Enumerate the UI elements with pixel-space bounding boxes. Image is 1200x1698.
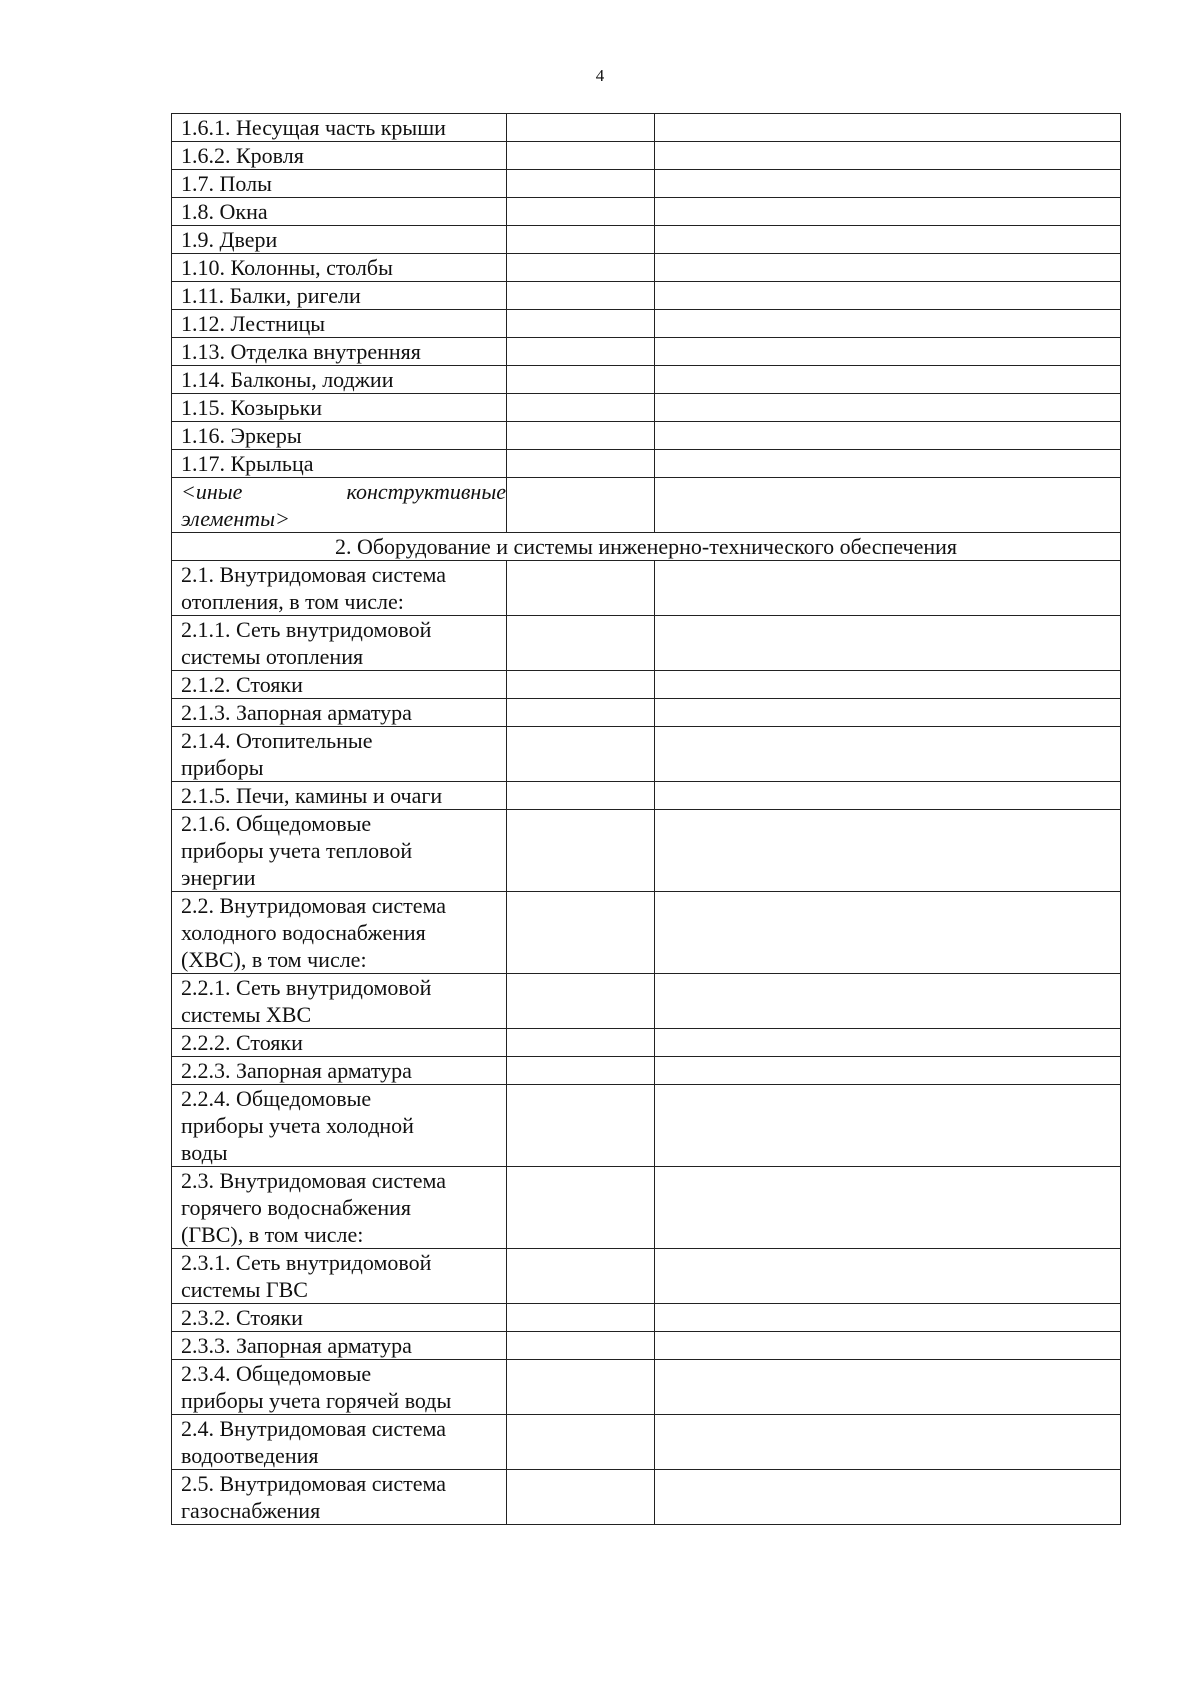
table-row (172, 1167, 1121, 1249)
notes-cell[interactable] (655, 338, 1121, 366)
table-row (172, 561, 1121, 616)
value-cell[interactable] (507, 198, 655, 226)
element-name-cell: 2.3.1. Сеть внутридомовой системы ГВС (172, 1249, 507, 1304)
element-name-cell: 2.3. Внутридомовая система горячего водоснабжения (ГВС), в том числе: (172, 1167, 507, 1249)
notes-cell[interactable] (655, 450, 1121, 478)
element-name-cell: 1.6.2. Кровля (172, 142, 507, 170)
element-name-cell: 1.13. Отделка внутренняя (172, 338, 507, 366)
value-cell[interactable] (507, 699, 655, 727)
page-number: 4 (595, 66, 605, 85)
element-name-cell: 2.1.1. Сеть внутридомовой системы отопления (172, 616, 507, 671)
table-row (172, 1249, 1121, 1304)
other-elements-line2: элементы> (181, 506, 290, 531)
table-row (172, 974, 1121, 1029)
building-elements-table (171, 113, 1121, 1525)
table-row (172, 1085, 1121, 1167)
table-row (172, 1332, 1121, 1360)
value-cell[interactable] (507, 671, 655, 699)
value-cell[interactable] (507, 338, 655, 366)
value-cell[interactable] (507, 892, 655, 974)
element-name-cell: 2.1.5. Печи, камины и очаги (172, 782, 507, 810)
table-row (172, 810, 1121, 892)
table-row (172, 1304, 1121, 1332)
value-cell[interactable] (507, 1085, 655, 1167)
element-name-cell: 2.1.6. Общедомовые приборы учета тепловой энергии (172, 810, 507, 892)
table-row (172, 450, 1121, 478)
notes-cell[interactable] (655, 616, 1121, 671)
notes-cell[interactable] (655, 561, 1121, 616)
value-cell[interactable] (507, 478, 655, 533)
element-name-cell: 2.1. Внутридомовая система отопления, в том числе: (172, 561, 507, 616)
element-name-cell: 2.1.2. Стояки (172, 671, 507, 699)
notes-cell[interactable] (655, 727, 1121, 782)
table-row (172, 394, 1121, 422)
other-elements-cell (172, 478, 507, 533)
element-name-cell: 2.5. Внутридомовая система газоснабжения (172, 1470, 507, 1525)
element-name-cell: 1.14. Балконы, лоджии (172, 366, 507, 394)
element-name-cell: 2.3.4. Общедомовые приборы учета горячей воды (172, 1360, 507, 1415)
table-row (172, 422, 1121, 450)
notes-cell[interactable] (655, 198, 1121, 226)
table-row (172, 1470, 1121, 1525)
table-row (172, 478, 1121, 533)
value-cell[interactable] (507, 254, 655, 282)
table-row (172, 310, 1121, 338)
value-cell[interactable] (507, 561, 655, 616)
element-name-cell: 1.6.1. Несущая часть крыши (172, 114, 507, 142)
notes-cell[interactable] (655, 422, 1121, 450)
element-name-cell: 2.2.2. Стояки (172, 1029, 507, 1057)
table-row (172, 170, 1121, 198)
table-row (172, 198, 1121, 226)
table-row (172, 142, 1121, 170)
notes-cell[interactable] (655, 782, 1121, 810)
table-row (172, 226, 1121, 254)
element-name-cell: 1.12. Лестницы (172, 310, 507, 338)
value-cell[interactable] (507, 1167, 655, 1249)
notes-cell[interactable] (655, 671, 1121, 699)
element-name-cell: 1.15. Козырьки (172, 394, 507, 422)
table-row (172, 699, 1121, 727)
element-name-cell: 1.11. Балки, ригели (172, 282, 507, 310)
value-cell[interactable] (507, 226, 655, 254)
element-name-cell: 1.10. Колонны, столбы (172, 254, 507, 282)
value-cell[interactable] (507, 1249, 655, 1304)
element-name-cell: 1.7. Полы (172, 170, 507, 198)
value-cell[interactable] (507, 810, 655, 892)
table-body (172, 114, 1121, 1525)
notes-cell[interactable] (655, 1057, 1121, 1085)
notes-cell[interactable] (655, 1470, 1121, 1525)
value-cell[interactable] (507, 1360, 655, 1415)
table-row (172, 1057, 1121, 1085)
notes-cell[interactable] (655, 394, 1121, 422)
value-cell[interactable] (507, 1304, 655, 1332)
value-cell[interactable] (507, 1057, 655, 1085)
section-title: 2. Оборудование и системы инженерно-технического обеспечения (172, 533, 1121, 561)
value-cell[interactable] (507, 282, 655, 310)
notes-cell[interactable] (655, 282, 1121, 310)
notes-cell[interactable] (655, 1029, 1121, 1057)
section-header-row (172, 533, 1121, 561)
value-cell[interactable] (507, 366, 655, 394)
table-row (172, 727, 1121, 782)
element-name-cell: 2.2. Внутридомовая система холодного водоснабжения (ХВС), в том числе: (172, 892, 507, 974)
value-cell[interactable] (507, 170, 655, 198)
notes-cell[interactable] (655, 1415, 1121, 1470)
table-row (172, 282, 1121, 310)
notes-cell[interactable] (655, 142, 1121, 170)
notes-cell[interactable] (655, 366, 1121, 394)
notes-cell[interactable] (655, 699, 1121, 727)
element-name-cell: 1.17. Крыльца (172, 450, 507, 478)
notes-cell[interactable] (655, 810, 1121, 892)
element-name-cell: 2.2.4. Общедомовые приборы учета холодной воды (172, 1085, 507, 1167)
notes-cell[interactable] (655, 1249, 1121, 1304)
element-name-cell: 2.2.1. Сеть внутридомовой системы ХВС (172, 974, 507, 1029)
notes-cell[interactable] (655, 254, 1121, 282)
table-row (172, 671, 1121, 699)
element-name-cell: 1.16. Эркеры (172, 422, 507, 450)
notes-cell[interactable] (655, 1304, 1121, 1332)
table-row (172, 114, 1121, 142)
element-name-cell: 2.1.3. Запорная арматура (172, 699, 507, 727)
notes-cell[interactable] (655, 1167, 1121, 1249)
element-name-cell: 2.4. Внутридомовая система водоотведения (172, 1415, 507, 1470)
notes-cell[interactable] (655, 310, 1121, 338)
value-cell[interactable] (507, 310, 655, 338)
notes-cell[interactable] (655, 1360, 1121, 1415)
value-cell[interactable] (507, 1470, 655, 1525)
notes-cell[interactable] (655, 892, 1121, 974)
value-cell[interactable] (507, 422, 655, 450)
other-elements-line1: <иные конструктивные (181, 479, 506, 504)
table-row (172, 1415, 1121, 1470)
element-name-cell: 2.3.3. Запорная арматура (172, 1332, 507, 1360)
notes-cell[interactable] (655, 114, 1121, 142)
value-cell[interactable] (507, 114, 655, 142)
table-row (172, 616, 1121, 671)
table-row (172, 1029, 1121, 1057)
table-row (172, 1360, 1121, 1415)
table-row (172, 254, 1121, 282)
table-row (172, 782, 1121, 810)
value-cell[interactable] (507, 394, 655, 422)
element-name-cell: 2.3.2. Стояки (172, 1304, 507, 1332)
value-cell[interactable] (507, 974, 655, 1029)
element-name-cell: 1.9. Двери (172, 226, 507, 254)
notes-cell[interactable] (655, 1085, 1121, 1167)
table-row (172, 366, 1121, 394)
value-cell[interactable] (507, 727, 655, 782)
element-name-cell: 1.8. Окна (172, 198, 507, 226)
value-cell[interactable] (507, 1029, 655, 1057)
notes-cell[interactable] (655, 478, 1121, 533)
value-cell[interactable] (507, 1415, 655, 1470)
value-cell[interactable] (507, 616, 655, 671)
value-cell[interactable] (507, 450, 655, 478)
element-name-cell: 2.2.3. Запорная арматура (172, 1057, 507, 1085)
value-cell[interactable] (507, 782, 655, 810)
value-cell[interactable] (507, 1332, 655, 1360)
value-cell[interactable] (507, 142, 655, 170)
notes-cell[interactable] (655, 226, 1121, 254)
notes-cell[interactable] (655, 974, 1121, 1029)
table-row (172, 338, 1121, 366)
notes-cell[interactable] (655, 170, 1121, 198)
element-name-cell: 2.1.4. Отопительные приборы (172, 727, 507, 782)
table-row (172, 892, 1121, 974)
notes-cell[interactable] (655, 1332, 1121, 1360)
